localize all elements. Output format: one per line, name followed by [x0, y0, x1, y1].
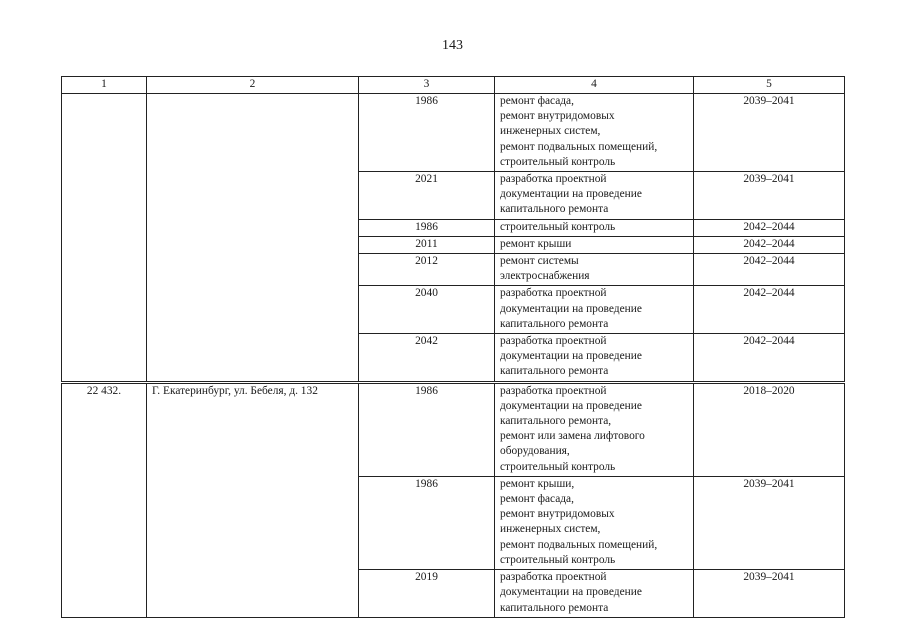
- work-type-cell: ремонт системы электроснабжения: [495, 254, 694, 286]
- work-type-cell: ремонт крыши: [495, 236, 694, 253]
- year-cell: 2040: [359, 286, 495, 334]
- work-type-cell: разработка проектной документации на проведение капитального ремонта: [495, 286, 694, 334]
- header-row: [62, 77, 845, 94]
- house-address-cell: Г. Екатеринбург, ул. Бебеля, д. 132: [147, 383, 359, 617]
- year-cell: 1986: [359, 94, 495, 172]
- year-cell: 2042: [359, 334, 495, 382]
- year-cell: 1986: [359, 383, 495, 476]
- period-cell: 2039–2041: [694, 570, 845, 618]
- work-type-cell: ремонт крыши, ремонт фасада, ремонт внутридомовых инженерных систем, ремонт подвальных помещений, строительный контроль: [495, 476, 694, 569]
- house-number-cell: [62, 94, 147, 382]
- period-cell: 2039–2041: [694, 94, 845, 172]
- header-col-4: 4: [495, 77, 694, 94]
- period-cell: 2042–2044: [694, 286, 845, 334]
- house-number-cell: 22 432.: [62, 383, 147, 617]
- year-cell: 2019: [359, 570, 495, 618]
- period-cell: 2018–2020: [694, 383, 845, 476]
- header-col-5: 5: [694, 77, 845, 94]
- year-cell: 2021: [359, 172, 495, 220]
- page-number: 143: [442, 38, 463, 53]
- period-cell: 2042–2044: [694, 236, 845, 253]
- period-cell: 2039–2041: [694, 476, 845, 569]
- header-col-3: 3: [359, 77, 495, 94]
- repair-schedule-table: [61, 76, 845, 618]
- year-cell: 1986: [359, 476, 495, 569]
- year-cell: 1986: [359, 219, 495, 236]
- table-header: [62, 77, 845, 94]
- work-type-cell: ремонт фасада, ремонт внутридомовых инженерных систем, ремонт подвальных помещений, строительный контроль: [495, 94, 694, 172]
- table-row: [62, 94, 845, 172]
- work-type-cell: разработка проектной документации на проведение капитального ремонта: [495, 570, 694, 618]
- year-cell: 2012: [359, 254, 495, 286]
- header-col-2: 2: [147, 77, 359, 94]
- period-cell: 2042–2044: [694, 219, 845, 236]
- work-type-cell: разработка проектной документации на проведение капитального ремонта, ремонт или замена лифтового оборудования, строительный контроль: [495, 383, 694, 476]
- header-col-1: 1: [62, 77, 147, 94]
- work-type-cell: строительный контроль: [495, 219, 694, 236]
- period-cell: 2042–2044: [694, 334, 845, 382]
- period-cell: 2039–2041: [694, 172, 845, 220]
- table-body: [62, 94, 845, 618]
- house-address-cell: [147, 94, 359, 382]
- period-cell: 2042–2044: [694, 254, 845, 286]
- work-type-cell: разработка проектной документации на проведение капитального ремонта: [495, 334, 694, 382]
- table-row: [62, 383, 845, 476]
- work-type-cell: разработка проектной документации на проведение капитального ремонта: [495, 172, 694, 220]
- year-cell: 2011: [359, 236, 495, 253]
